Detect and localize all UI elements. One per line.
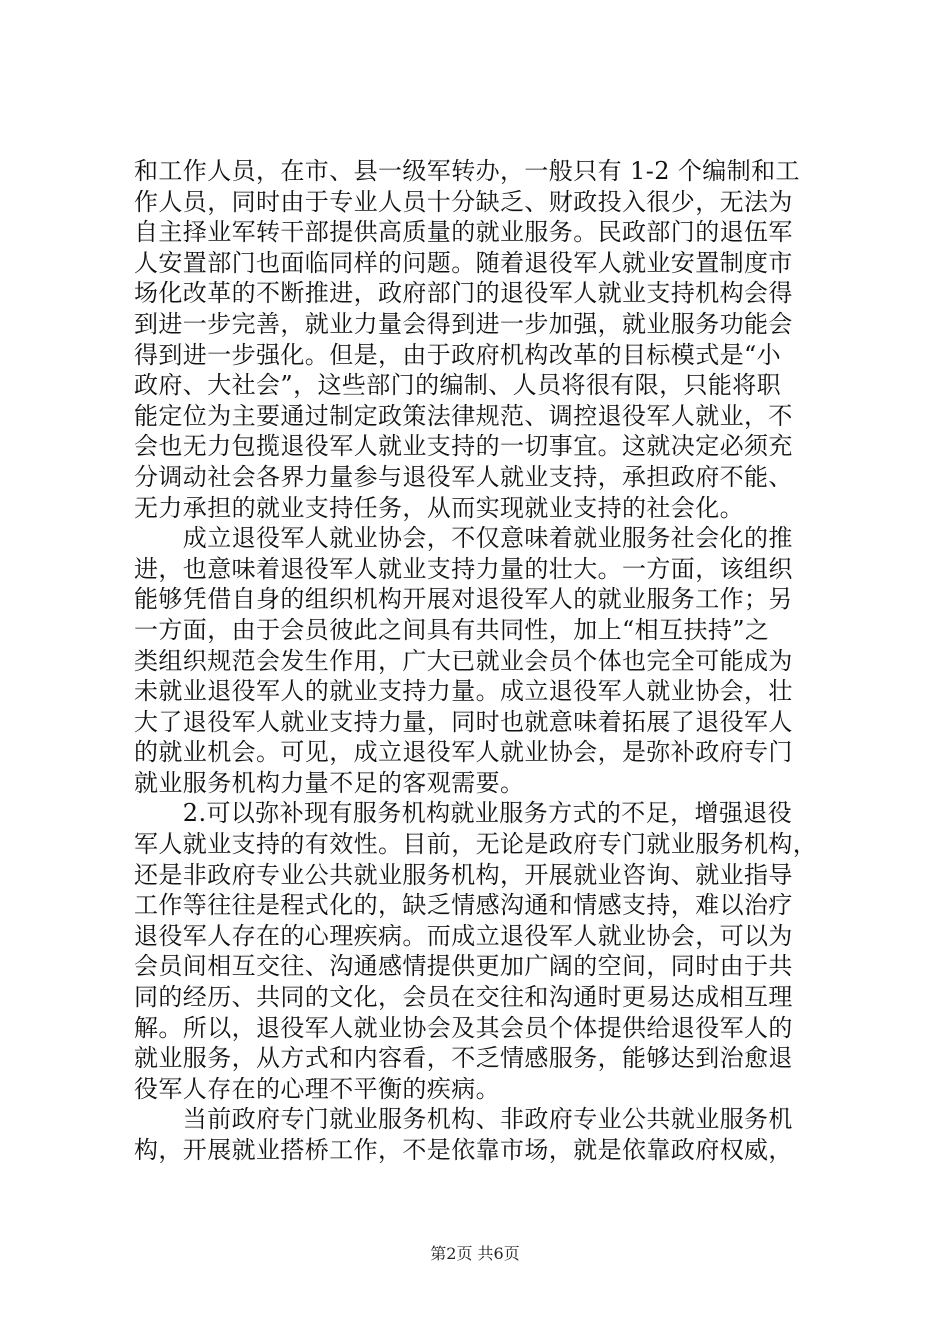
text-line: 未就业退役军人的就业支持力量。成立退役军人就业协会，壮: [134, 677, 793, 706]
text-line: 得到进一步强化。但是，由于政府机构改革的目标模式是“小: [134, 340, 782, 369]
text-line: 场化改革的不断推进，政府部门的退役军人就业支持机构会得: [134, 279, 793, 308]
text-line: 分调动社会各界力量参与退役军人就业支持，承担政府不能、: [134, 462, 793, 491]
text-line: 进，也意味着退役军人就业支持力量的壮大。一方面，该组织: [134, 554, 793, 583]
text-line: 役军人存在的心理不平衡的疾病。: [134, 1074, 500, 1103]
text-line: 会也无力包揽退役军人就业支持的一切事宜。这就决定必须充: [134, 432, 793, 461]
text-line: 无力承担的就业支持任务，从而实现就业支持的社会化。: [134, 493, 744, 522]
text-line: 的就业机会。可见，成立退役军人就业协会，是弥补政府专门: [134, 738, 793, 767]
text-line: 解。所以，退役军人就业协会及其会员个体提供给退役军人的: [134, 1013, 793, 1042]
text-line: 2.可以弥补现有服务机构就业服务方式的不足，增强退役: [134, 799, 793, 828]
text-line: 自主择业军转干部提供高质量的就业服务。民政部门的退伍军: [134, 218, 793, 247]
text-line: 类组织规范会发生作用，广大已就业会员个体也完全可能成为: [134, 646, 793, 675]
text-line: 一方面，由于会员彼此之间具有共同性，加上“相互扶持”之: [134, 615, 770, 644]
text-line: 能够凭借自身的组织机构开展对退役军人的就业服务工作；另: [134, 585, 793, 614]
text-line: 当前政府专门就业服务机构、非政府专业公共就业服务机: [134, 1105, 793, 1134]
text-line: 人安置部门也面临同样的问题。随着退役军人就业安置制度市: [134, 248, 793, 277]
text-line: 还是非政府专业公共就业服务机构，开展就业咨询、就业指导: [134, 860, 793, 889]
text-line: 成立退役军人就业协会，不仅意味着就业服务社会化的推: [134, 524, 793, 553]
text-line: 会员间相互交往、沟通感情提供更加广阔的空间，同时由于共: [134, 952, 793, 981]
page-footer: 第2页 共6页: [430, 1244, 520, 1263]
text-line: 能定位为主要通过制定政策法律规范、调控退役军人就业，不: [134, 401, 793, 430]
text-line: 工作等往往是程式化的，缺乏情感沟通和情感支持，难以治疗: [134, 891, 793, 920]
text-line: 退役军人存在的心理疾病。而成立退役军人就业协会，可以为: [134, 921, 793, 950]
text-line: 政府、大社会”，这些部门的编制、人员将很有限，只能将职: [134, 371, 782, 400]
text-line: 和工作人员，在市、县一级军转办，一般只有 1-2 个编制和工: [134, 157, 800, 185]
text-line: 到进一步完善，就业力量会得到进一步加强，就业服务功能会: [134, 309, 793, 338]
text-line: 就业服务，从方式和内容看，不乏情感服务，能够达到治愈退: [134, 1044, 793, 1073]
text-line: 同的经历、共同的文化，会员在交往和沟通时更易达成相互理: [134, 983, 793, 1012]
text-line: 作人员，同时由于专业人员十分缺乏、财政投入很少，无法为: [134, 187, 793, 216]
body-text: [134, 156, 834, 1166]
text-line: 军人就业支持的有效性。目前，无论是政府专门就业服务机构，: [134, 830, 818, 859]
text-line: 大了退役军人就业支持力量，同时也就意味着拓展了退役军人: [134, 707, 793, 736]
text-line: 就业服务机构力量不足的客观需要。: [134, 768, 525, 797]
text-line: 构，开展就业搭桥工作，不是依靠市场，就是依靠政府权威，: [134, 1136, 793, 1164]
